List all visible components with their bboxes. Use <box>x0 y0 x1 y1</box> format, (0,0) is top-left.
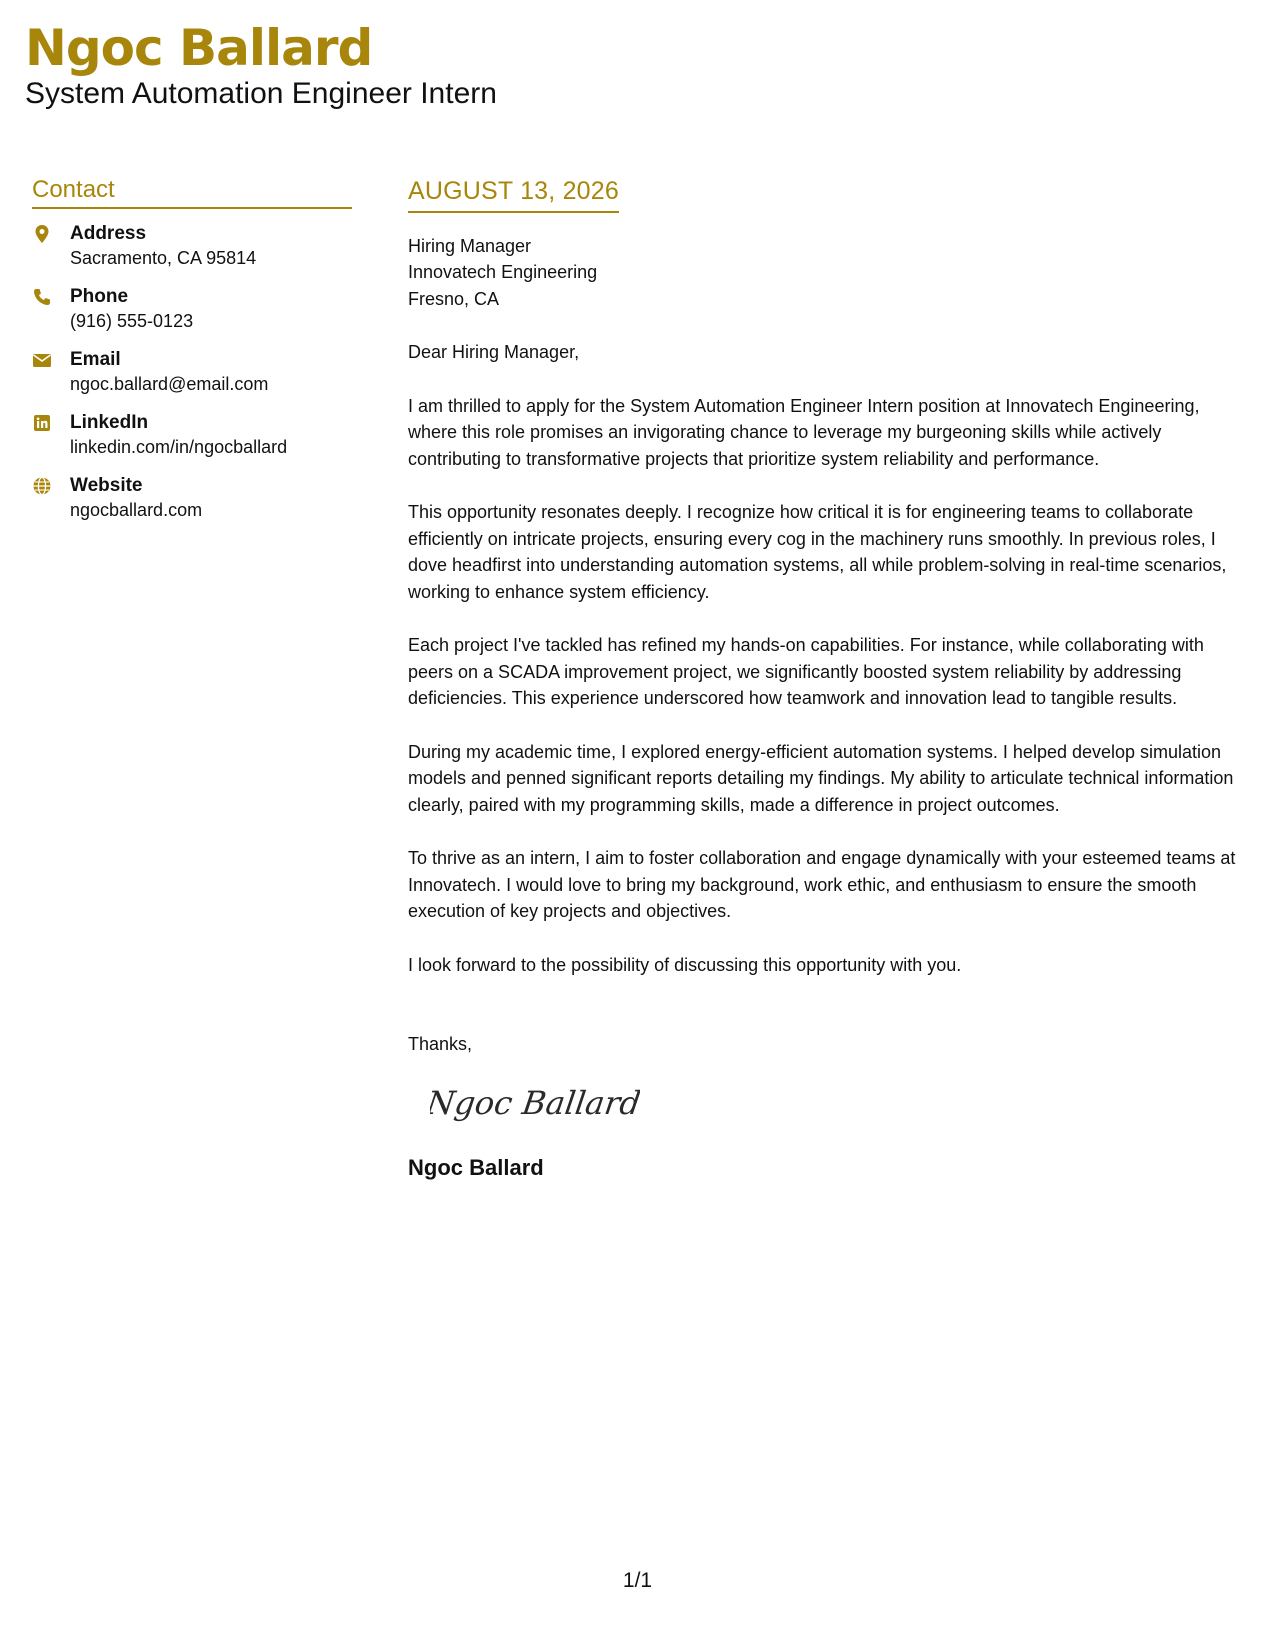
recipient-block <box>408 233 1248 313</box>
letter-paragraph: To thrive as an intern, I aim to foster collaboration and engage dynamically with your esteemed teams at Innovatech. I would love to bring my background, work ethic, and enthusiasm to ensure the smooth execution of key projects and objectives. <box>408 848 1236 921</box>
letter-paragraph: I am thrilled to apply for the System Automation Engineer Intern position at Innovatech Engineering, where this role promises an invigorating chance to leverage my burgeoning skills while actively contributing to transformative projects that prioritize system reliability and performance. <box>408 395 1200 469</box>
contact-section-title: Contact <box>32 176 352 209</box>
recipient-line: Fresno, CA <box>408 288 500 309</box>
contact-phone <box>32 284 352 334</box>
signer-name: Ngoc Ballard <box>408 1155 544 1180</box>
contact-label: Address <box>70 223 147 244</box>
recipient-line: Innovatech Engineering <box>408 262 598 282</box>
contact-value: ngocballard.com <box>70 500 203 520</box>
svg-text:Ngoc Ballard: Ngoc Ballard <box>430 1083 640 1122</box>
contact-website <box>32 473 352 523</box>
page-number: 1/1 <box>622 1569 653 1592</box>
letter-paragraph: During my academic time, I explored energy-efficient automation systems. I helped develop simulation models and penned significant reports detailing my findings. My ability to articulate technical information clearly, paired with my programming skills, made a difference in project outcomes. <box>408 741 1234 815</box>
contact-address <box>32 221 352 271</box>
linkedin-icon <box>32 410 70 433</box>
contact-label: Email <box>70 349 121 370</box>
letter-body <box>408 178 1248 1182</box>
handwritten-signature <box>430 1080 1248 1136</box>
letter-paragraph: This opportunity resonates deeply. I recognize how critical it is for engineering teams to collaborate efficiently on intricate projects, ensuring every cog in the machinery runs smoothly. In previous roles, I dove headfirst into understanding automation systems, all while problem-solving in real-time scenarios, working to enhance system efficiency. <box>408 502 1227 602</box>
phone-icon <box>32 284 70 307</box>
letter-paragraph: I look forward to the possibility of discussing this opportunity with you. <box>408 954 962 975</box>
contact-value: (916) 555-0123 <box>70 311 194 331</box>
salutation: Dear Hiring Manager, <box>408 342 580 362</box>
contact-label: Website <box>70 475 143 496</box>
letter-paragraph: Each project I've tackled has refined my hands-on capabilities. For instance, while collaborating with peers on a SCADA improvement project, we significantly boosted system reliability by addressing deficiencies. This experience underscored how teamwork and innovation lead to tangible results. <box>408 635 1204 708</box>
letter-date: AUGUST 13, 2026 <box>408 178 619 213</box>
header <box>25 19 497 111</box>
map-pin-icon <box>32 221 70 244</box>
recipient-line: Hiring Manager <box>408 235 532 256</box>
contact-label: LinkedIn <box>70 412 149 433</box>
job-title: System Automation Engineer Intern <box>25 76 497 110</box>
candidate-name: Ngoc Ballard <box>25 19 373 77</box>
contact-value: ngoc.ballard@email.com <box>70 374 269 394</box>
contact-linkedin <box>32 410 352 460</box>
contact-value: linkedin.com/in/ngocballard <box>70 437 288 457</box>
closing: Thanks, <box>408 1034 473 1054</box>
contact-sidebar <box>32 176 352 536</box>
envelope-icon <box>32 347 70 370</box>
contact-value: Sacramento, CA 95814 <box>70 248 257 268</box>
contact-label: Phone <box>70 286 129 307</box>
contact-email <box>32 347 352 397</box>
globe-icon <box>32 473 70 496</box>
